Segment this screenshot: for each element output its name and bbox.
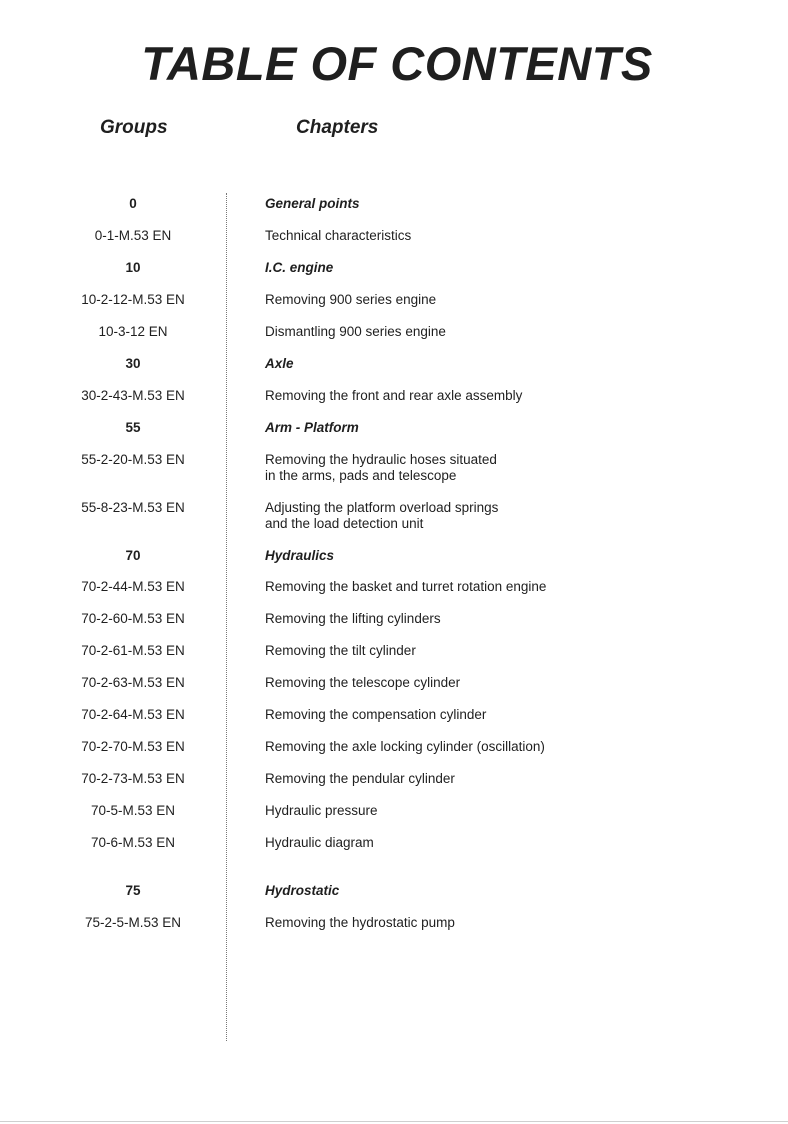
toc-chapter-title: Removing 900 series engine [265, 292, 437, 307]
chapters-column-header: Chapters [296, 117, 379, 138]
toc-group-code: 70-2-70-M.53 EN [81, 739, 185, 754]
toc-chapter-title: Hydraulic diagram [265, 835, 374, 850]
toc-chapter-title: Removing the compensation cylinder [265, 707, 487, 722]
toc-chapter-title: Hydraulic pressure [265, 803, 378, 818]
toc-group-code: 55 [125, 420, 141, 435]
toc-group-code: 30 [125, 356, 141, 371]
toc-chapter-title: Removing the lifting cylinders [265, 611, 441, 626]
toc-chapter-title: Hydraulics [265, 548, 335, 563]
page-title: TABLE OF CONTENTS [141, 37, 653, 90]
toc-chapter-title: Removing the telescope cylinder [265, 675, 461, 690]
toc-group-code: 0 [129, 196, 137, 211]
toc-chapter-title: Removing the basket and turret rotation engine [265, 579, 547, 594]
toc-chapter-title: Dismantling 900 series engine [265, 324, 446, 339]
toc-chapter-title: Removing the front and rear axle assembly [265, 388, 523, 403]
toc-group-code: 70 [125, 548, 141, 563]
toc-chapter-title: Removing the tilt cylinder [265, 643, 416, 658]
toc-chapter-title: Removing the hydrostatic pump [265, 915, 455, 930]
toc-group-code: 55-2-20-M.53 EN [81, 452, 185, 467]
toc-group-code: 70-2-73-M.53 EN [81, 771, 185, 786]
toc-group-code: 70-2-63-M.53 EN [81, 675, 185, 690]
toc-group-code: 10-3-12 EN [98, 324, 168, 339]
toc-group-code: 70-2-60-M.53 EN [81, 611, 185, 626]
toc-group-code: 0-1-M.53 EN [94, 228, 172, 243]
toc-group-code: 75 [125, 883, 141, 898]
groups-column-header: Groups [100, 117, 168, 138]
toc-chapter-title: I.C. engine [265, 260, 334, 275]
toc-group-code: 70-2-44-M.53 EN [81, 579, 185, 594]
toc-chapter-title: Removing the axle locking cylinder (oscillation) [265, 739, 545, 754]
page-bottom-rule [0, 1121, 788, 1122]
toc-group-code: 70-2-61-M.53 EN [81, 643, 185, 658]
toc-group-code: 70-5-M.53 EN [90, 803, 176, 818]
toc-chapter-title: Removing the hydraulic hoses situated in the arms, pads and telescope [265, 452, 497, 483]
toc-group-code: 70-2-64-M.53 EN [81, 707, 185, 722]
toc-chapter-title: Adjusting the platform overload springs and the load detection unit [265, 500, 499, 531]
toc-group-code: 75-2-5-M.53 EN [84, 915, 182, 930]
dotted-column-divider [226, 193, 227, 1041]
toc-group-code: 55-8-23-M.53 EN [81, 500, 185, 515]
toc-chapter-title: Technical characteristics [265, 228, 412, 243]
toc-group-code: 30-2-43-M.53 EN [81, 388, 185, 403]
toc-chapter-title: General points [265, 196, 360, 211]
toc-group-code: 70-6-M.53 EN [90, 835, 176, 850]
toc-chapter-title: Hydrostatic [265, 883, 340, 898]
toc-chapter-title: Arm - Platform [265, 420, 359, 435]
toc-chapter-title: Axle [265, 356, 294, 371]
toc-chapter-title: Removing the pendular cylinder [265, 771, 455, 786]
toc-group-code: 10-2-12-M.53 EN [81, 292, 185, 307]
toc-group-code: 10 [125, 260, 141, 275]
